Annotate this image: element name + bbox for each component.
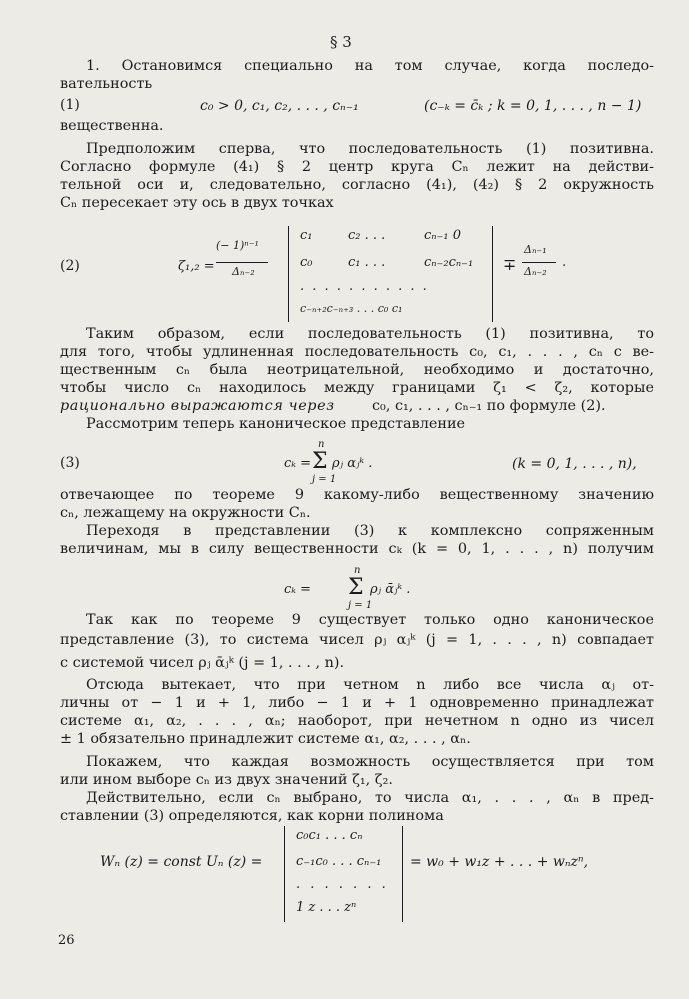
eq2-r1c3: cₙ₋₁ 0	[424, 228, 462, 243]
para5-line4: Отсюда вытекает, что при четном n либо все числа αⱼ от-	[86, 677, 654, 693]
para1-line1: 1. Остановимся специально на том случае, когда последо-	[86, 58, 654, 74]
eq5-det-left-bar	[284, 826, 285, 922]
eq2-det-right-bar	[492, 226, 493, 322]
eq5-row4: 1 z . . . zⁿ	[296, 900, 357, 915]
eq3-lhs: cₖ =	[284, 456, 312, 471]
eq2-det-left-bar	[288, 226, 289, 322]
eq2-plus-minus: ∓	[503, 255, 517, 274]
eq5-row2: c₋₁c₀ . . . cₙ₋₁	[296, 854, 382, 869]
para5-line3: с системой чисел ρⱼ ᾱⱼᵏ (j = 1, . . . , n).	[60, 655, 345, 671]
para5-line1: Так как по теореме 9 существует только одно каноническое	[86, 612, 654, 628]
eq2-tail-dot: .	[562, 255, 567, 270]
para6-line3: Действительно, если cₙ выбрано, то числа α₁, . . . , αₙ в пред-	[86, 790, 654, 806]
eq3-rhs: ρⱼ αⱼᵏ .	[332, 456, 373, 471]
para2-line4: Cₙ пересекает эту ось в двух точках	[60, 195, 334, 211]
eq3-label: (3)	[60, 455, 80, 471]
para5-line2: представление (3), то система чисел ρⱼ αⱼᵏ (j = 1, . . . , n) совпадает	[60, 632, 654, 648]
eq2-row3: . . . . . . . . . . .	[300, 279, 429, 294]
para2-line3: тельной оси и, следовательно, согласно (4₁), (4₂) § 2 окружность	[60, 177, 654, 193]
eq5-row3: . . . . . . .	[296, 877, 389, 892]
eq4-sum-bottom: j = 1	[348, 600, 373, 611]
eq2-frac-num: (− 1)ⁿ⁻¹	[216, 239, 259, 252]
eq2-tail-num: Δₙ₋₁	[524, 243, 547, 256]
para3-line5-rest: c₀, c₁, . . . , cₙ₋₁ по формуле (2).	[372, 398, 606, 414]
eq2-r2c2: c₁ . . .	[348, 255, 386, 270]
eq5-row1: c₀c₁ . . . cₙ	[296, 828, 363, 843]
para5-line6: системе α₁, α₂, . . . , αₙ; наоборот, при нечетном n одно из чисел	[60, 713, 654, 729]
eq4-sigma: Σ	[348, 575, 364, 600]
eq2-r2c1: c₀	[300, 255, 313, 270]
eq4-lhs: cₖ =	[284, 582, 312, 597]
para2-line2: Согласно формуле (4₁) § 2 центр круга Cₙ лежит на действи-	[60, 159, 654, 175]
para3-line1: Таким образом, если последовательность (1) позитивна, то	[86, 326, 654, 342]
eq2-frac-den: Δₙ₋₂	[232, 265, 255, 278]
eq4-rhs: ρⱼ ᾱⱼᵏ .	[370, 582, 411, 597]
eq2-label: (2)	[60, 258, 80, 274]
para3-line5-italic: рационально выражаются через	[60, 398, 335, 414]
para1-line2: вательность	[60, 76, 153, 92]
eq2-row4: c₋ₙ₊₂c₋ₙ₊₃ . . . c₀ c₁	[300, 302, 403, 315]
para3-line2: для того, чтобы удлиненная последовательность c₀, c₁, . . . , cₙ с ве-	[60, 344, 654, 360]
eq3-sum-bottom: j = 1	[312, 474, 337, 485]
para6-line1: Покажем, что каждая возможность осуществляется при том	[86, 754, 654, 770]
para5-line7: ± 1 обязательно принадлежит системе α₁, α₂, . . . , αₙ.	[60, 731, 471, 747]
eq2-tail-den: Δₙ₋₂	[524, 265, 547, 278]
para2-line1: Предположим сперва, что последовательность (1) позитивна.	[86, 141, 654, 157]
eq3-condition: (k = 0, 1, . . . , n),	[512, 456, 637, 472]
eq1-condition: (c₋ₖ = c̄ₖ ; k = 0, 1, . . . , n − 1)	[424, 98, 642, 114]
para4-line1: отвечающее по теореме 9 какому-либо вещественному значению	[60, 487, 654, 503]
para6-line4: ставлении (3) определяются, как корни полинома	[60, 808, 444, 824]
eq1-main: c₀ > 0, c₁, c₂, . . . , cₙ₋₁	[200, 98, 359, 114]
eq5-lhs: Wₙ (z) = const Uₙ (z) =	[100, 854, 263, 870]
para4-line4: величинам, мы в силу вещественности cₖ (k = 0, 1, . . . , n) получим	[60, 541, 654, 557]
para4-line2: cₙ, лежащему на окружности Cₙ.	[60, 505, 311, 521]
para3-line4: чтобы число cₙ находилось между границами ζ₁ < ζ₂, которые	[60, 380, 654, 396]
eq2-lhs: ζ₁,₂ =	[178, 259, 215, 274]
eq2-tail-bar	[522, 262, 556, 263]
eq1-label: (1)	[60, 97, 80, 113]
eq3-sigma: Σ	[312, 449, 328, 474]
eq2-r1c2: c₂ . . .	[348, 228, 386, 243]
para5-line5: личны от − 1 и + 1, либо − 1 и + 1 одновременно принадлежат	[60, 695, 654, 711]
eq2-r1c1: c₁	[300, 228, 313, 243]
para4-line3: Переходя в представлении (3) к комплексно сопряженным	[86, 523, 654, 539]
eq5-rhs: = w₀ + w₁z + . . . + wₙzⁿ,	[410, 854, 589, 870]
section-heading: § 3	[330, 33, 352, 51]
eq3-sum-top: n	[318, 439, 325, 450]
eq4-sum-top: n	[354, 565, 361, 576]
page-number: 26	[58, 933, 75, 948]
eq2-frac-bar	[216, 262, 268, 263]
eq2-r2c3: cₙ₋₂cₙ₋₁	[424, 255, 474, 270]
para1-line3: вещественна.	[60, 118, 164, 134]
para6-line2: или ином выборе cₙ из двух значений ζ₁, ζ₂.	[60, 772, 393, 788]
para3-line6: Рассмотрим теперь каноническое представление	[86, 416, 466, 432]
para3-line3: щественным cₙ была неотрицательной, необходимо и достаточно,	[60, 362, 654, 378]
eq5-det-right-bar	[402, 826, 403, 922]
